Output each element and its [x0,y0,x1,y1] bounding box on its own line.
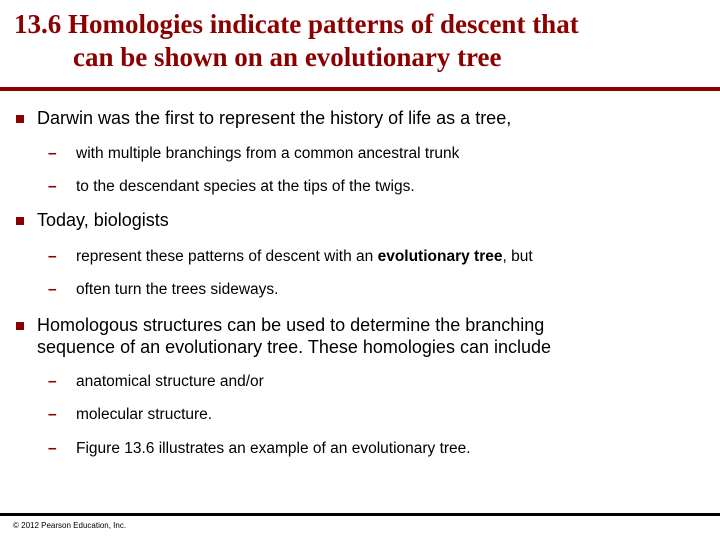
bullet-3-sub-2-text: molecular structure. [76,406,213,423]
bullet-2 [16,209,169,231]
bullet-2-sub-2 [48,280,278,299]
bullet-3-sub-1 [48,372,264,391]
dash-icon: – [48,145,57,162]
bullet-1 [16,107,511,129]
dash-icon: – [48,178,57,195]
bullet-2-sub-1 [48,247,533,266]
dash-icon: – [48,440,57,457]
bullet-1-sub-2 [48,177,415,196]
dash-icon: – [48,248,57,265]
bullet-3-text-line-1: Homologous structures can be used to determine the branching [37,315,545,335]
dash-icon: – [48,406,57,423]
slide-title-line-2: can be shown on an evolutionary tree [73,42,502,72]
dash-icon: – [48,281,57,298]
slide-title [14,8,714,74]
bullet-marker-icon [16,217,24,225]
bullet-1-sub-2-text: to the descendant species at the tips of the twigs. [76,178,415,195]
bullet-3-sub-3-text: Figure 13.6 illustrates an example of an evolutionary tree. [76,440,471,457]
bullet-3-sub-2 [48,405,212,424]
bullet-3-sub-3 [48,439,471,458]
bullet-1-sub-1 [48,144,459,163]
dash-icon: – [48,373,57,390]
footer-divider [0,513,720,516]
evolutionary-tree-term: evolutionary tree [377,248,503,265]
title-divider [0,87,720,91]
bullet-2-sub-2-text: often turn the trees sideways. [76,281,279,298]
bullet-3 [16,314,551,358]
bullet-1-sub-1-text: with multiple branchings from a common ancestral trunk [76,145,460,162]
bullet-2-sub-1-text [76,247,533,266]
bullet-3-sub-1-text: anatomical structure and/or [76,373,264,390]
copyright-notice: © 2012 Pearson Education, Inc. [13,521,127,530]
bullet-3-text-line-2: sequence of an evolutionary tree. These homologies can include [37,337,552,357]
bullet-marker-icon [16,115,24,123]
bullet-2-sub-1-after: , but [502,248,533,265]
slide-title-line-1: 13.6 Homologies indicate patterns of descent that [14,9,579,39]
bullet-marker-icon [16,322,24,330]
bullet-3-text [37,314,551,358]
bullet-2-text: Today, biologists [37,210,169,230]
bullet-2-sub-1-before: represent these patterns of descent with an [76,248,378,265]
bullet-1-text: Darwin was the first to represent the history of life as a tree, [37,108,512,128]
